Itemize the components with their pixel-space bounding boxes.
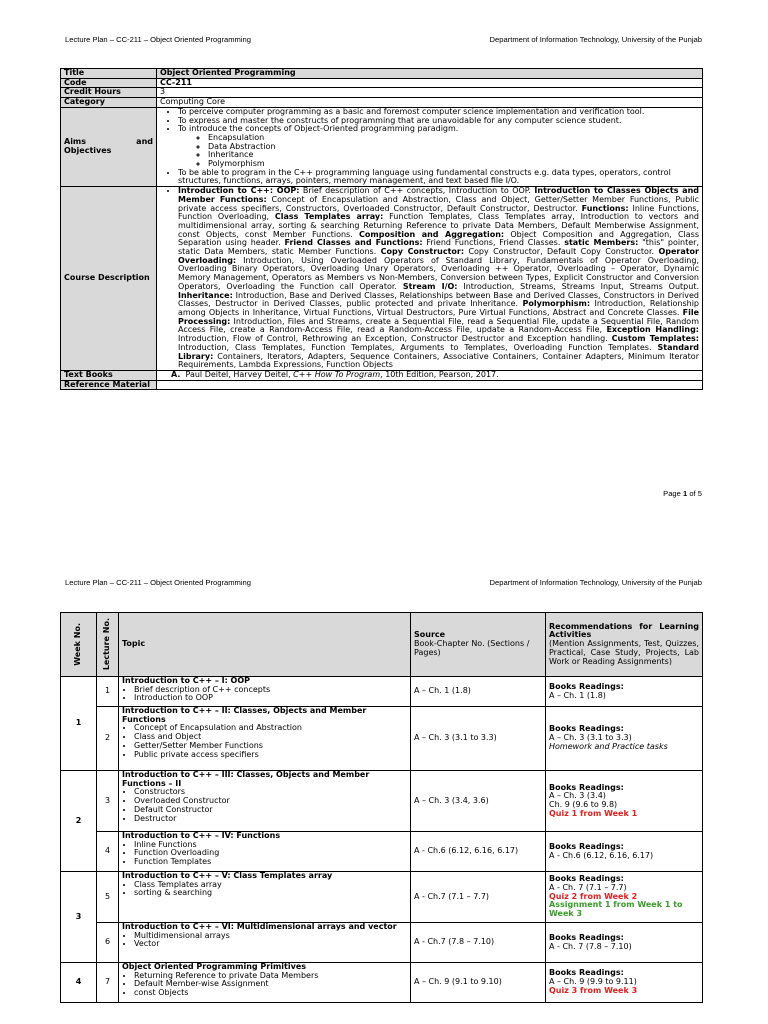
- col-lecture-label: Lecture No.: [102, 618, 112, 671]
- topic-title: Introduction to C++ – VI: Multidimensional arrays and vector: [122, 922, 397, 931]
- lecture-number: 2: [97, 707, 119, 771]
- page-num: 1: [682, 489, 688, 498]
- topic-items: [122, 881, 407, 898]
- recommendation-cell: [546, 832, 703, 872]
- source-cell: A - Ch.6 (6.12, 6.16, 6.17): [411, 832, 546, 872]
- lecture-row: [61, 707, 703, 771]
- col-topic-label: Topic: [122, 639, 146, 649]
- topic-cell: [119, 707, 411, 771]
- topic-items: [122, 724, 407, 759]
- course-topic-heading: static Members:: [564, 238, 639, 248]
- aims-cell: [157, 107, 703, 186]
- code-label: Code: [61, 78, 157, 88]
- topic-title: Introduction to C++ – I: OOP: [122, 676, 251, 685]
- topic-items: [122, 841, 407, 867]
- topic-item: • Default Constructor: [134, 806, 407, 815]
- aim-sub-item: ◦ Inheritance: [208, 151, 699, 160]
- course-topic-heading: File Processing:: [178, 307, 699, 326]
- books-readings-label: Books Readings:: [549, 932, 624, 942]
- week-number: 2: [61, 771, 97, 872]
- topic-title: Introduction to C++ – IV: Functions: [122, 831, 281, 840]
- reading-ref: A – Ch. 3 (3.1 to 3.3): [549, 733, 632, 743]
- topic-item: • Returning Reference to private Data Members: [134, 972, 407, 981]
- reading-ref: A - Ch. 7 (7.1 – 7.7): [549, 882, 627, 892]
- aim-sub-item: ◦ Polymorphism: [208, 160, 699, 169]
- topic-item: • Public private access specifiers: [134, 751, 407, 760]
- aim-item: • To perceive computer programming as a basic and foremost computer science implementation and verification tool.: [178, 108, 699, 117]
- books-readings-label: Books Readings:: [549, 968, 624, 978]
- topic-title: Introduction to C++ – III: Classes, Objects and Member Functions – II: [122, 770, 370, 788]
- source-cell: A – Ch. 3 (3.4, 3.6): [411, 771, 546, 832]
- course-topic-text: Introduction, Relationship among Objects in Inheritance, Virtual Functions, Virtual Destructors, Pure Virtual Functions, Abstract and Concrete Classes.: [178, 299, 699, 317]
- topic-items: [122, 932, 407, 949]
- lecture-number: 4: [97, 832, 119, 872]
- header-right: Department of Information Technology, University of the Punjab: [489, 578, 702, 587]
- col-week: [61, 613, 97, 677]
- topic-item: • Brief description of C++ concepts: [134, 686, 407, 695]
- topic-item: • Class Templates array: [134, 881, 407, 890]
- reading-ref: A – Ch. 9 (9.9 to 9.11): [549, 977, 637, 987]
- category-value: Computing Core: [157, 98, 703, 108]
- lecture-row: [61, 771, 703, 832]
- header-left: Lecture Plan – CC-211 – Object Oriented Programming: [65, 35, 251, 44]
- course-topic-heading: Introduction to Classes Objects and Member Functions:: [178, 186, 699, 204]
- course-topic-text: Containers, Iterators, Adapters, Sequence Containers, Associative Containers, Container Adapters, Minimum Iterator Requirements, Lambda Expressions, Function Objects: [178, 351, 699, 370]
- books-authors: Paul Deitel, Harvey Deitel,: [185, 369, 294, 379]
- source-cell: A – Ch. 1 (1.8): [411, 677, 546, 707]
- course-topic-text: Brief description of C++ concepts, Introduction to OOP.: [299, 186, 535, 196]
- course-topic-text: Inline Functions, Function Overloading,: [178, 203, 699, 222]
- week-number: 3: [61, 872, 97, 963]
- col-rec-title: Recommendations for Learning Activities: [549, 621, 699, 640]
- page-label: Page: [663, 489, 683, 498]
- course-topic-heading: Composition and Aggregation:: [359, 229, 505, 239]
- topic-item: • Default Member-wise Assignment: [134, 980, 407, 989]
- course-topic-text: Introduction, Streams, Streams Input, Streams Output.: [457, 281, 700, 291]
- header-left: Lecture Plan – CC-211 – Object Oriented Programming: [65, 578, 251, 587]
- hours-value: 3: [157, 88, 703, 98]
- topic-cell: [119, 923, 411, 963]
- course-topic-heading: Polymorphism:: [522, 299, 591, 309]
- aim-text: To introduce the concepts of Object-Oriented programming paradigm.: [178, 124, 459, 134]
- col-lecture: [97, 613, 119, 677]
- course-topic-text: Copy Constructor, Default Copy Constructor.: [464, 247, 659, 257]
- col-rec-sub: (Mention Assignments, Test, Quizzes, Practical, Case Study, Projects, Lab Work or Reading Assignments): [549, 639, 699, 666]
- col-source: [411, 613, 546, 677]
- books-readings-label: Books Readings:: [549, 841, 624, 851]
- recommendation-cell: [546, 707, 703, 771]
- course-topic-heading: Inheritance:: [178, 290, 233, 300]
- recommendation-cell: [546, 963, 703, 1003]
- reading-ref: Ch. 9 (9.6 to 9.8): [549, 800, 618, 809]
- reading-ref: A - Ch.6 (6.12, 6.16, 6.17): [549, 850, 654, 860]
- course-topic-heading: Friend Classes and Functions:: [284, 238, 423, 248]
- course-topic-heading: Functions:: [581, 203, 629, 213]
- title-label: Title: [61, 69, 157, 79]
- lecture-row: [61, 832, 703, 872]
- reference-label: Reference Material: [61, 380, 157, 390]
- lecture-number: 5: [97, 872, 119, 923]
- aims-list: [160, 108, 699, 186]
- books-readings-label: Books Readings:: [549, 681, 624, 691]
- course-list: [160, 187, 699, 370]
- course-topic-text: Introduction, Base and Derived Classes, Relationships between Base and Derived Classes, Constructors in Derived Classes, Destructor in Derived Classes, public protected and private Inheritance.: [178, 290, 699, 309]
- books-label: Text Books: [61, 370, 157, 380]
- quiz-note: Quiz 2 from Week 2: [549, 891, 638, 901]
- recommendation-cell: [546, 923, 703, 963]
- course-topic-heading: Exception Handling:: [606, 325, 699, 335]
- topic-cell: [119, 872, 411, 923]
- col-week-label: Week No.: [73, 623, 83, 666]
- week-number: 4: [61, 963, 97, 1003]
- col-source-sub: Book-Chapter No. (Sections / Pages): [414, 639, 530, 657]
- topic-item: • Class and Object: [134, 733, 407, 742]
- course-topic-text: Introduction, Using Overloaded Operators of Standard Library, Fundamentals of Operator Overloading, Overloading Binary Operators, Overloading Unary Operators, Overloading ++ Operator, Overloading – Operator, Dynamic Memory Management, Operators as Members vs Non-Members, Conversion between Types, Explicit Constructor and Conversion Operators, Overloading the Function call Operator.: [178, 255, 699, 291]
- assignment-note: Assignment 1 from Week 1 to Week 3: [549, 900, 683, 919]
- course-cell: [157, 187, 703, 371]
- topic-item: • sorting & searching: [134, 889, 407, 898]
- hours-label: Credit Hours: [61, 88, 157, 98]
- topic-title: Introduction to C++ – II: Classes, Objects and Member Functions: [122, 706, 367, 724]
- books-title: C++ How To Program: [293, 369, 381, 379]
- topic-item: • Function Overloading: [134, 849, 407, 858]
- topic-item: • Vector: [134, 940, 407, 949]
- books-readings-label: Books Readings:: [549, 874, 624, 884]
- course-description: [178, 187, 699, 370]
- topic-item: • Overloaded Constructor: [134, 797, 407, 806]
- topic-item: • Concept of Encapsulation and Abstraction: [134, 724, 407, 733]
- reading-ref: A – Ch. 3 (3.4): [549, 791, 606, 801]
- books-readings-label: Books Readings:: [549, 724, 624, 734]
- course-topic-heading: Standard Library:: [178, 342, 699, 361]
- topic-title: Introduction to C++ – V: Class Templates array: [122, 871, 333, 880]
- topic-items: [122, 686, 407, 703]
- course-topic-heading: Custom Templates:: [611, 334, 699, 344]
- topic-cell: [119, 677, 411, 707]
- aim-sub-item: ◦ Encapsulation: [208, 134, 699, 143]
- recommendation-cell: [546, 872, 703, 923]
- recommendation-cell: [546, 677, 703, 707]
- homework-note: Homework and Practice tasks: [549, 741, 668, 751]
- aim-item: [178, 125, 699, 169]
- topic-item: • Introduction to OOP: [134, 694, 407, 703]
- course-topic-text: "this" pointer, static Data Members, static Member Functions.: [178, 238, 700, 257]
- page2-header: [65, 578, 702, 587]
- topic-items: [122, 788, 407, 823]
- topic-cell: [119, 771, 411, 832]
- lecture-row: [61, 963, 703, 1003]
- col-topic: [119, 613, 411, 677]
- aim-item: • To be able to program in the C++ programming language using fundamental constructs e.g. data types, operators, control structures, functions, arrays, pointers, memory management, and text based file I/O.: [178, 169, 699, 186]
- course-topic-text: Concept of Encapsulation and Abstraction, Class and Object, Getter/Setter Member Functions, Public private access specifiers, Constructors, Overloaded Constructor, Default Constructor, Destructor.: [178, 194, 699, 213]
- course-topic-text: Function Templates, Class Templates array, Introduction to vectors and multidimensional array, sorting & searching Returning Reference to private Data Members, Default Memberwise Assignment, const Objects, const Member Functions.: [178, 212, 700, 239]
- source-cell: A – Ch. 3 (3.1 to 3.3): [411, 707, 546, 771]
- course-topic-text: Friend Functions, Friend Classes.: [422, 238, 565, 248]
- category-label: Category: [61, 98, 157, 108]
- topic-items: [122, 972, 407, 998]
- title-value: Object Oriented Programming: [157, 69, 703, 79]
- topic-item: • Constructors: [134, 788, 407, 797]
- aim-item: • To express and master the constructs of programming that are unavoidable for any computer science student.: [178, 117, 699, 126]
- lecture-number: 1: [97, 677, 119, 707]
- code-value: CC-211: [157, 78, 703, 88]
- quiz-note: Quiz 3 from Week 3: [549, 985, 638, 995]
- course-label: Course Description: [61, 187, 157, 371]
- aims-sublist: [178, 134, 699, 169]
- aims-label: Aims and Objectives: [61, 107, 157, 186]
- topic-cell: [119, 963, 411, 1003]
- course-topic-heading: Introduction to C++: OOP:: [178, 186, 300, 196]
- reference-value: [157, 380, 703, 390]
- lecture-number: 3: [97, 771, 119, 832]
- topic-item: • Inline Functions: [134, 841, 407, 850]
- header-right: Department of Information Technology, University of the Punjab: [489, 35, 702, 44]
- lecture-row: [61, 923, 703, 963]
- topic-item: • Getter/Setter Member Functions: [134, 742, 407, 751]
- recommendation-cell: [546, 771, 703, 832]
- lecture-rows: [61, 677, 703, 1003]
- course-topic-heading: Copy Constructor:: [380, 247, 465, 257]
- course-topic-text: Introduction, Files and Streams, create a Sequential File, read a Sequential File, update a Sequential File, Random Access File, create a Random-Access File, read a Random-Access File, update a Random-Access File,: [178, 316, 699, 335]
- lecture-row: [61, 872, 703, 923]
- col-source-title: Source: [414, 630, 446, 640]
- books-prefix: A.: [171, 369, 181, 379]
- quiz-note: Quiz 1 from Week 1: [549, 808, 638, 818]
- course-info-table: [60, 68, 703, 390]
- books-readings-label: Books Readings:: [549, 782, 624, 792]
- reading-ref: A – Ch. 1 (1.8): [549, 690, 606, 700]
- topic-item: • const Objects: [134, 989, 407, 998]
- reading-ref: A - Ch. 7 (7.8 – 7.10): [549, 941, 632, 951]
- topic-title: Object Oriented Programming Primitives: [122, 962, 307, 971]
- source-cell: A – Ch. 9 (9.1 to 9.10): [411, 963, 546, 1003]
- course-topic-heading: Class Templates array:: [274, 212, 384, 222]
- books-tail: , 10th Edition, Pearson, 2017.: [380, 369, 499, 379]
- lecture-number: 7: [97, 963, 119, 1003]
- page-number: [663, 489, 702, 498]
- topic-item: • Function Templates: [134, 858, 407, 867]
- lecture-plan-table: [60, 612, 703, 1003]
- page1-header: [65, 35, 702, 44]
- week-number: 1: [61, 677, 97, 771]
- lecture-row: [61, 677, 703, 707]
- topic-item: • Multidimensional arrays: [134, 932, 407, 941]
- books-value: [157, 370, 703, 380]
- topic-item: • Destructor: [134, 815, 407, 824]
- topic-cell: [119, 832, 411, 872]
- col-recommendations: [546, 613, 703, 677]
- source-cell: A - Ch.7 (7.8 – 7.10): [411, 923, 546, 963]
- course-topic-heading: Operator Overloading:: [178, 247, 699, 265]
- aim-sub-item: ◦ Data Abstraction: [208, 143, 699, 152]
- lecture-number: 6: [97, 923, 119, 963]
- page-of: of 5: [687, 489, 702, 498]
- source-cell: A - Ch.7 (7.1 – 7.7): [411, 872, 546, 923]
- course-topic-text: Introduction, Class Templates, Function Templates, Arguments to Templates, Overloading Function Templates.: [178, 342, 658, 352]
- course-topic-heading: Stream I/O:: [402, 281, 458, 291]
- course-topic-text: Introduction, Flow of Control, Rethrowing an Exception, Constructor Destructor and Exception handling.: [178, 334, 612, 344]
- course-topic-text: Object Composition and Aggregation, Class Separation using header.: [178, 229, 699, 248]
